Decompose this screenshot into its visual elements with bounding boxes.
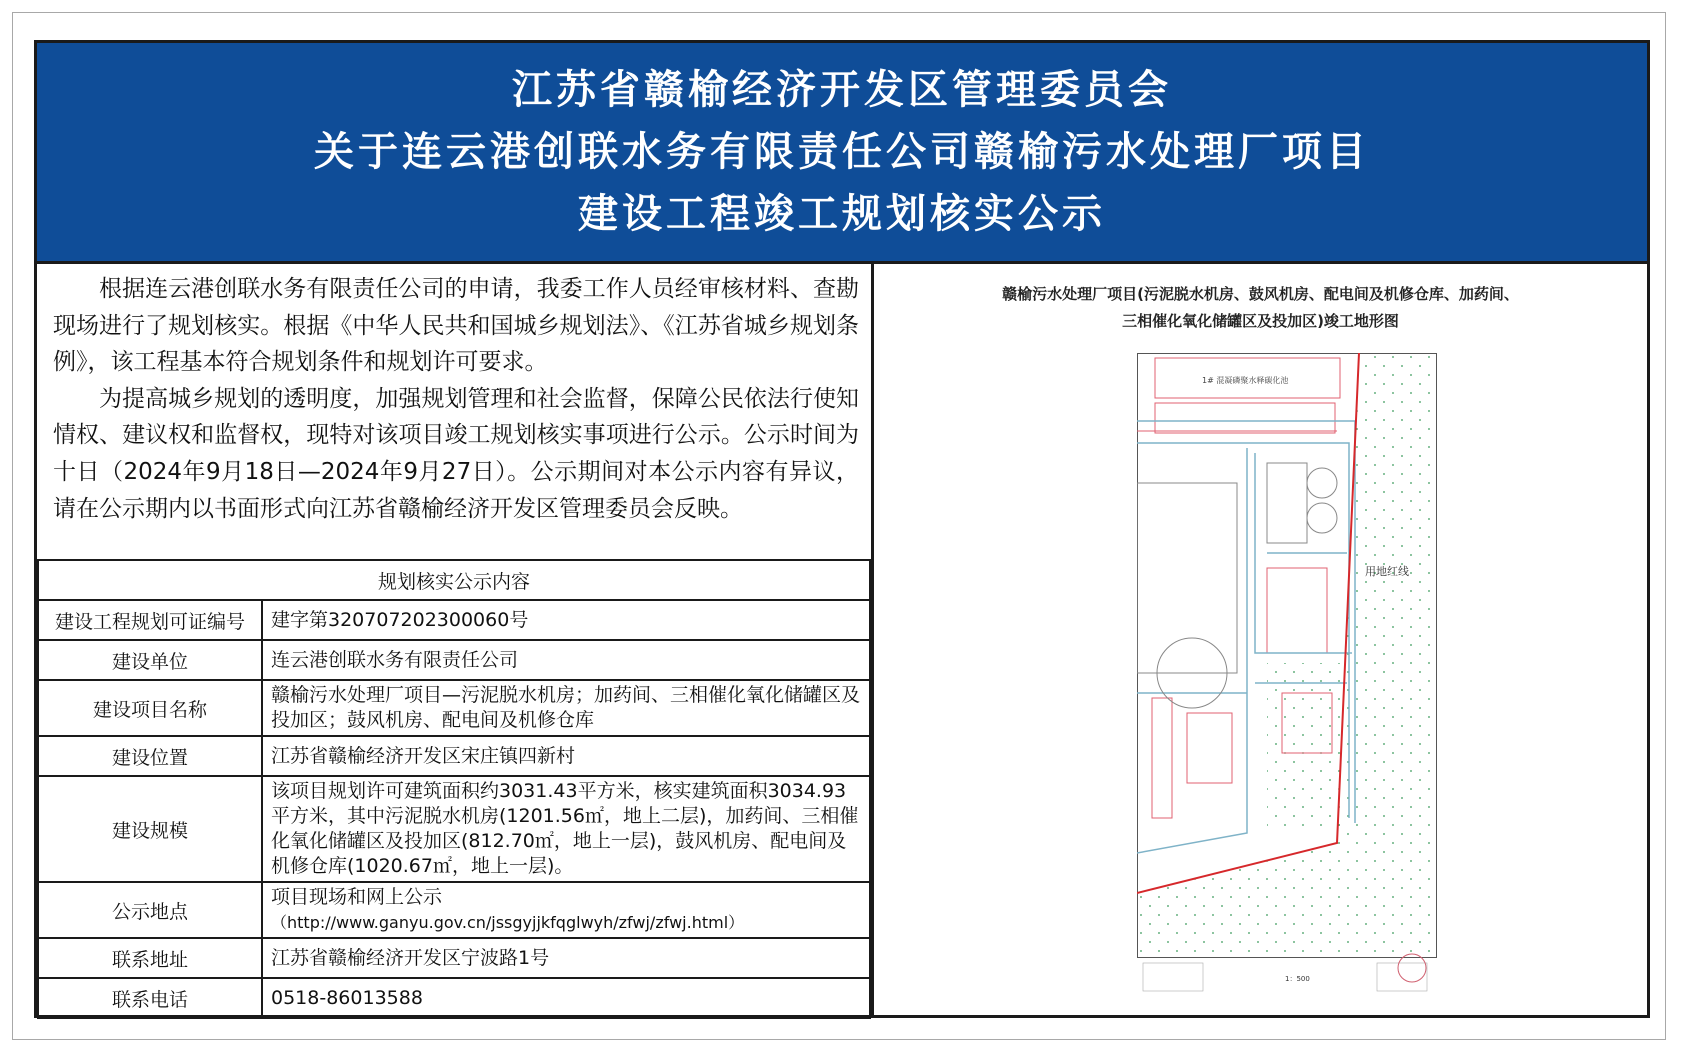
row-label-permit-no: 建设工程规划可证编号: [38, 600, 262, 640]
publish-place-text: 项目现场和网上公示: [271, 886, 443, 908]
map-label-top: 1# 混凝磷聚水释碳化池: [1202, 376, 1289, 385]
table-row: [38, 776, 870, 882]
row-value-location: 江苏省赣榆经济开发区宋庄镇四新村: [262, 736, 870, 776]
map-title: [874, 281, 1647, 335]
header-title-line-2: 关于连云港创联水务有限责任公司赣榆污水处理厂项目: [314, 129, 1370, 175]
table-row: [38, 938, 870, 978]
map-title-line-2: 三相催化氧化储罐区及投加区)竣工地形图: [1122, 312, 1399, 330]
table-row: [38, 882, 870, 938]
row-value-builder: 连云港创联水务有限责任公司: [262, 640, 870, 680]
table-row: [38, 680, 870, 736]
notice-text-panel: [37, 261, 874, 1015]
table-section-title: 规划核实公示内容: [38, 560, 870, 600]
notice-board: [34, 40, 1650, 1018]
header-title-line-3: 建设工程竣工规划核实公示: [578, 191, 1106, 237]
verification-table: [37, 559, 871, 1019]
table-row: [38, 640, 870, 680]
header-title-line-1: 江苏省赣榆经济开发区管理委员会: [512, 67, 1172, 113]
map-panel: [874, 261, 1647, 1015]
row-value-permit-no: 建字第320707202300060号: [262, 600, 870, 640]
vegetation-area-inner: [1267, 663, 1347, 833]
intro-paragraph-2: 为提高城乡规划的透明度，加强规划管理和社会监督，保障公民依法行使知情权、建议权和监督权，现特对该项目竣工规划核实事项进行公示。公示时间为十日（2024年9月18日—2024年9月27日）。公示期间对本公示内容有异议，请在公示期内以书面形式向江苏省赣榆经济开发区管理委员会反映。: [53, 385, 859, 522]
row-value-scale: 该项目规划许可建筑面积约3031.43平方米，核实建筑面积3034.93平方米，其中污泥脱水机房(1201.56㎡，地上二层)，加药间、三相催化氧化储罐区及投加区(812.70㎡，地上一层)，鼓风机房、配电间及机修仓库(1020.67㎡，地上一层)。: [262, 776, 870, 882]
intro-paragraph-1: 根据连云港创联水务有限责任公司的申请，我委工作人员经审核材料、查勘现场进行了规划核实。根据《中华人民共和国城乡规划法》、《江苏省城乡规划条例》，该工程基本符合规划条件和规划许可要求。: [53, 276, 859, 376]
publish-place-url[interactable]: （http://www.ganyu.gov.cn/jssgyjjkfqglwyh/zfwj/zfwj.html）: [271, 913, 745, 932]
row-label-builder: 建设单位: [38, 640, 262, 680]
row-label-project-name: 建设项目名称: [38, 680, 262, 736]
table-row: [38, 600, 870, 640]
table-section-row: [38, 560, 870, 600]
table-row: [38, 978, 870, 1018]
intro-text: [37, 261, 871, 557]
row-label-location: 建设位置: [38, 736, 262, 776]
seal-stamp-icon: [1398, 954, 1426, 982]
row-value-phone: 0518-86013588: [262, 978, 870, 1018]
table-row: [38, 736, 870, 776]
row-label-address: 联系地址: [38, 938, 262, 978]
map-label-boundary: 用地红线: [1365, 565, 1409, 578]
notice-header: [37, 43, 1647, 264]
row-value-publish-place: [262, 882, 870, 938]
map-title-line-1: 赣榆污水处理厂项目(污泥脱水机房、鼓风机房、配电间及机修仓库、加药间、: [1002, 285, 1519, 303]
row-value-address: 江苏省赣榆经济开发区宁波路1号: [262, 938, 870, 978]
row-label-phone: 联系电话: [38, 978, 262, 1018]
row-value-project-name: 赣榆污水处理厂项目—污泥脱水机房；加药间、三相催化氧化储罐区及投加区；鼓风机房、配电间及机修仓库: [262, 680, 870, 736]
row-label-publish-place: 公示地点: [38, 882, 262, 938]
map-legend: [1143, 954, 1427, 991]
row-label-scale: 建设规模: [38, 776, 262, 882]
site-plan-map: [1137, 353, 1437, 1001]
map-scale: 1：500: [1285, 975, 1310, 983]
